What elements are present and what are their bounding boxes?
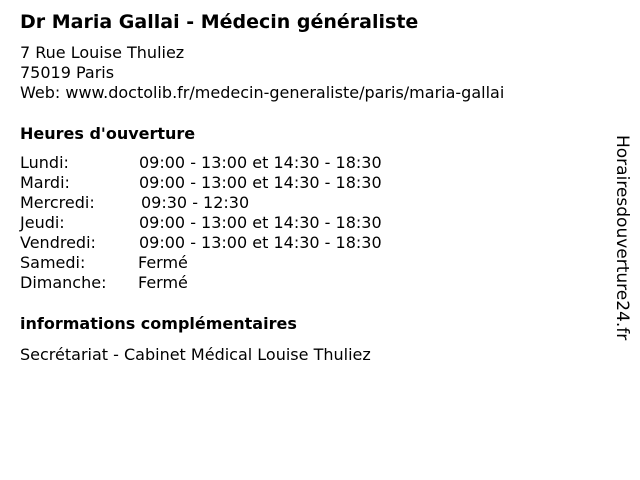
day-hours: 09:00 - 13:00 et 14:30 - 18:30 — [139, 173, 382, 192]
day-hours: 09:30 - 12:30 — [141, 193, 250, 212]
hours-row-mercredi — [20, 193, 440, 213]
additional-info-text: Secrétariat - Cabinet Médical Louise Thuliez — [20, 345, 371, 364]
website-link[interactable]: Web: www.doctolib.fr/medecin-generaliste/paris/maria-gallai — [20, 83, 505, 102]
hours-row-vendredi — [20, 233, 440, 253]
day-label: Mardi: — [20, 173, 70, 192]
day-label: Mercredi: — [20, 193, 95, 212]
address-block — [20, 43, 504, 103]
additional-info-heading: informations complémentaires — [20, 314, 297, 333]
day-label: Jeudi: — [20, 213, 65, 232]
hours-row-lundi — [20, 153, 440, 173]
hours-row-dimanche — [20, 273, 440, 293]
hours-row-samedi — [20, 253, 440, 273]
address-city: 75019 Paris — [20, 63, 115, 82]
day-hours: Fermé — [138, 253, 188, 272]
day-hours: 09:00 - 13:00 et 14:30 - 18:30 — [139, 153, 382, 172]
day-hours: Fermé — [138, 273, 188, 292]
day-hours: 09:00 - 13:00 et 14:30 - 18:30 — [139, 213, 382, 232]
site-watermark — [610, 135, 634, 345]
opening-hours-heading: Heures d'ouverture — [20, 124, 196, 143]
day-label: Vendredi: — [20, 233, 96, 252]
day-label: Lundi: — [20, 153, 69, 172]
day-label: Samedi: — [20, 253, 86, 272]
watermark-text: Horairesdouverture24.fr — [612, 135, 632, 341]
hours-row-mardi — [20, 173, 440, 193]
opening-hours-table — [20, 153, 440, 293]
page-title: Dr Maria Gallai - Médecin généraliste — [20, 11, 419, 33]
address-street: 7 Rue Louise Thuliez — [20, 43, 185, 62]
day-label: Dimanche: — [20, 273, 107, 292]
hours-row-jeudi — [20, 213, 440, 233]
day-hours: 09:00 - 13:00 et 14:30 - 18:30 — [139, 233, 382, 252]
